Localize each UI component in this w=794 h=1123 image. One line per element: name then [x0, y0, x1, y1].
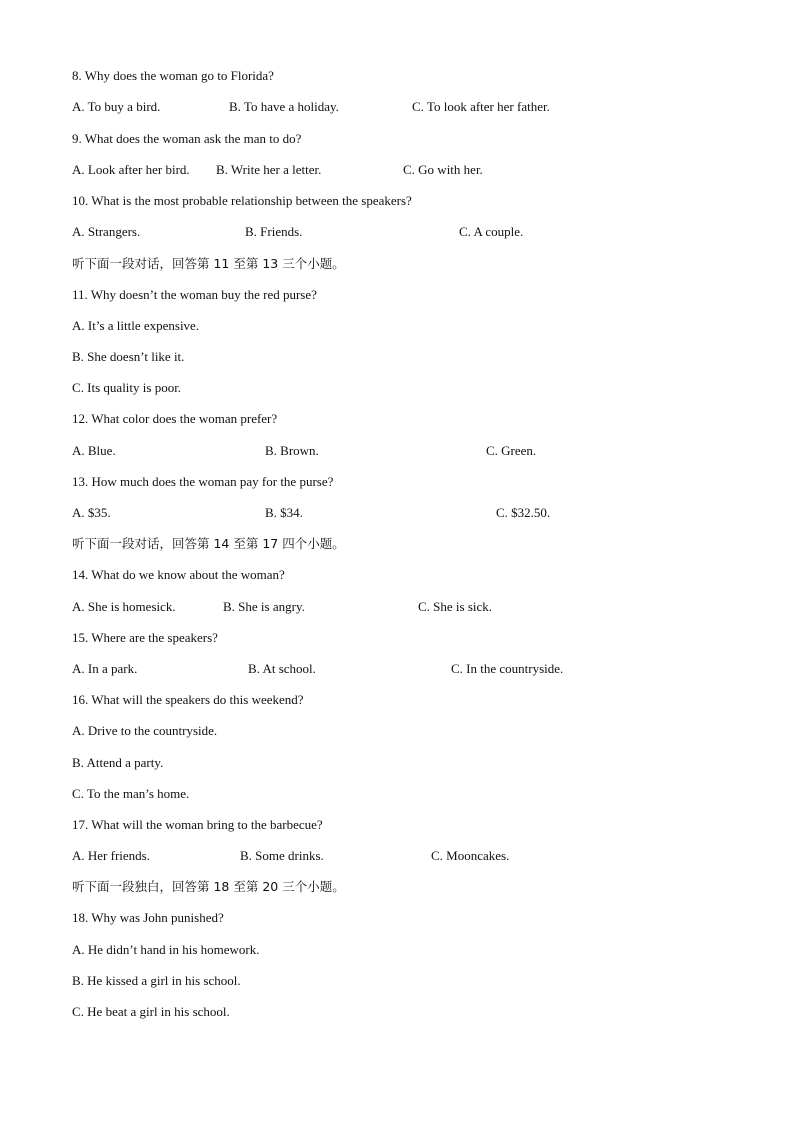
option-c: C. In the countryside.: [451, 661, 564, 676]
option-line: A. It’s a little expensive.: [72, 318, 200, 333]
option-line: C. To the man’s home.: [72, 786, 190, 801]
option-c: C. Green.: [486, 443, 537, 458]
question-text: 16. What will the speakers do this weekend?: [72, 692, 304, 707]
option-b: B. $34.: [265, 505, 303, 520]
option-line: B. She doesn’t like it.: [72, 349, 185, 364]
option-c: C. She is sick.: [418, 599, 493, 614]
option-b: B. Write her a letter.: [216, 162, 322, 177]
option-c: C. To look after her father.: [412, 99, 550, 114]
option-b: B. Brown.: [265, 443, 319, 458]
option-a: A. To buy a bird.: [72, 99, 161, 114]
option-c: C. $32.50.: [496, 505, 551, 520]
option-b: B. Friends.: [245, 224, 303, 239]
option-line: A. Drive to the countryside.: [72, 723, 218, 738]
question-text: 11. Why doesn’t the woman buy the red purse?: [72, 287, 317, 302]
question-text: 13. How much does the woman pay for the purse?: [72, 474, 334, 489]
question-text: 8. Why does the woman go to Florida?: [72, 68, 274, 83]
option-b: B. At school.: [248, 661, 316, 676]
option-a: A. In a park.: [72, 661, 138, 676]
option-line: B. He kissed a girl in his school.: [72, 973, 241, 988]
option-line: A. He didn’t hand in his homework.: [72, 942, 260, 957]
question-text: 18. Why was John punished?: [72, 910, 224, 925]
option-b: B. To have a holiday.: [229, 99, 339, 114]
section-instruction: 听下面一段独白，回答第 18 至第 20 三个小题。: [72, 879, 345, 894]
option-a: A. Her friends.: [72, 848, 150, 863]
option-c: C. A couple.: [459, 224, 524, 239]
option-a: A. She is homesick.: [72, 599, 176, 614]
option-b: B. Some drinks.: [240, 848, 324, 863]
section-instruction: 听下面一段对话，回答第 11 至第 13 三个小题。: [72, 256, 345, 271]
question-text: 10. What is the most probable relationship between the speakers?: [72, 193, 412, 208]
option-a: A. Look after her bird.: [72, 162, 190, 177]
question-text: 9. What does the woman ask the man to do?: [72, 131, 302, 146]
option-line: B. Attend a party.: [72, 755, 164, 770]
section-instruction: 听下面一段对话，回答第 14 至第 17 四个小题。: [72, 536, 345, 551]
question-text: 14. What do we know about the woman?: [72, 567, 285, 582]
option-a: A. Blue.: [72, 443, 116, 458]
question-text: 15. Where are the speakers?: [72, 630, 218, 645]
option-line: C. Its quality is poor.: [72, 380, 182, 395]
option-line: C. He beat a girl in his school.: [72, 1004, 230, 1019]
question-text: 17. What will the woman bring to the barbecue?: [72, 817, 323, 832]
question-text: 12. What color does the woman prefer?: [72, 411, 278, 426]
option-a: A. Strangers.: [72, 224, 141, 239]
option-c: C. Go with her.: [403, 162, 483, 177]
option-c: C. Mooncakes.: [431, 848, 510, 863]
option-a: A. $35.: [72, 505, 111, 520]
option-b: B. She is angry.: [223, 599, 305, 614]
